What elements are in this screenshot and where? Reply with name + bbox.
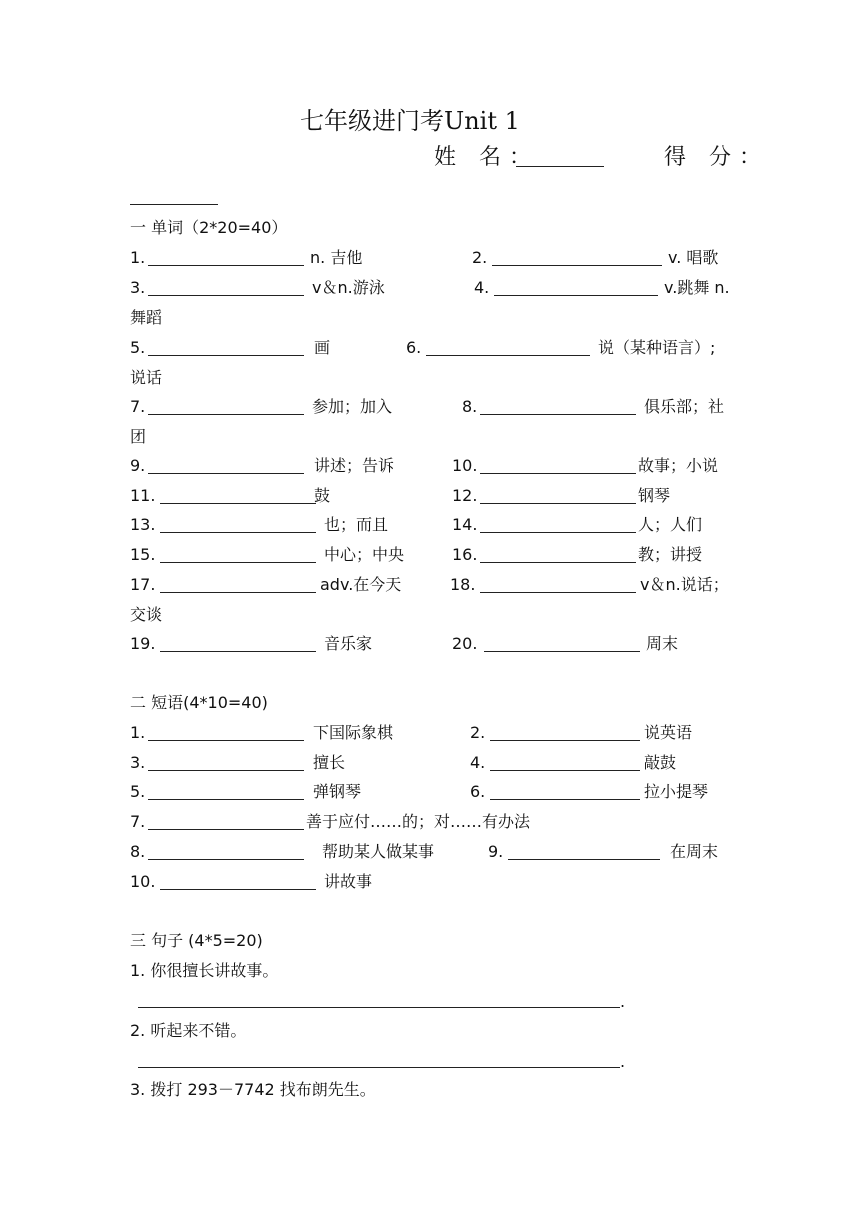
section2-number: 6.: [470, 782, 486, 801]
section1-answer-blank[interactable]: [426, 355, 590, 356]
score-blank[interactable]: [130, 204, 218, 205]
section2-meaning: 善于应付……的；对……有办法: [306, 812, 531, 831]
section1-meaning: 讲述；告诉: [314, 456, 395, 475]
section2-number: 2.: [470, 723, 486, 742]
score-label: 得 分：: [664, 145, 769, 170]
section2-number: 10.: [130, 872, 156, 891]
section1-number: 16.: [452, 545, 478, 564]
period: .: [620, 1052, 626, 1071]
wrap-text: 交谈: [130, 605, 163, 624]
section1-answer-blank[interactable]: [148, 355, 304, 356]
section2-number: 3.: [130, 753, 146, 772]
section1-number: 8.: [462, 397, 478, 416]
period: .: [620, 992, 626, 1011]
section1-number: 7.: [130, 397, 146, 416]
section1-meaning: 人；人们: [638, 515, 703, 534]
section1-number: 6.: [406, 338, 422, 357]
section2-answer-blank[interactable]: [148, 770, 304, 771]
section1-answer-blank[interactable]: [484, 651, 640, 652]
section2-number: 1.: [130, 723, 146, 742]
wrap-text: 舞蹈: [130, 308, 163, 327]
section1-heading: 一 单词（2*20=40）: [130, 218, 288, 237]
section1-number: 19.: [130, 634, 156, 653]
section1-meaning: 周末: [646, 634, 679, 653]
section1-number: 4.: [474, 278, 490, 297]
section2-meaning: 帮助某人做某事: [322, 842, 435, 861]
section1-answer-blank[interactable]: [494, 295, 658, 296]
section2-answer-blank[interactable]: [490, 770, 640, 771]
section1-number: 12.: [452, 486, 478, 505]
section3-heading: 三 句子 (4*5=20): [130, 931, 263, 950]
section1-answer-blank[interactable]: [160, 651, 316, 652]
section1-number: 1.: [130, 248, 146, 267]
section1-number: 5.: [130, 338, 146, 357]
section1-meaning: v＆n.游泳: [312, 278, 385, 297]
section1-meaning: 鼓: [314, 486, 331, 505]
name-blank[interactable]: [516, 166, 604, 167]
section1-answer-blank[interactable]: [480, 503, 636, 504]
section2-number: 8.: [130, 842, 146, 861]
section2-answer-blank[interactable]: [508, 859, 660, 860]
sentence-answer-line[interactable]: [138, 1007, 620, 1008]
section1-meaning: n. 吉他: [310, 248, 363, 267]
section1-answer-blank[interactable]: [160, 592, 316, 593]
section1-answer-blank[interactable]: [480, 473, 636, 474]
section1-answer-blank[interactable]: [148, 414, 304, 415]
section1-meaning: 俱乐部；社: [644, 397, 725, 416]
name-label: 姓 名：: [434, 145, 539, 170]
section2-answer-blank[interactable]: [160, 889, 316, 890]
section1-number: 18.: [450, 575, 476, 594]
section1-answer-blank[interactable]: [480, 592, 636, 593]
section1-number: 3.: [130, 278, 146, 297]
section2-meaning: 说英语: [644, 723, 693, 742]
section1-number: 2.: [472, 248, 488, 267]
section1-meaning: 参加；加入: [312, 397, 393, 416]
section2-meaning: 在周末: [670, 842, 719, 861]
section2-answer-blank[interactable]: [148, 859, 304, 860]
wrap-text: 团: [130, 427, 147, 446]
section1-number: 11.: [130, 486, 156, 505]
section1-answer-blank[interactable]: [480, 414, 636, 415]
section2-answer-blank[interactable]: [490, 799, 640, 800]
page-title: 七年级进门考Unit 1: [300, 107, 520, 135]
section1-answer-blank[interactable]: [160, 532, 316, 533]
sentence-prompt: 3. 拨打 293－7742 找布朗先生。: [130, 1080, 376, 1099]
section1-number: 10.: [452, 456, 478, 475]
section2-answer-blank[interactable]: [148, 740, 304, 741]
section2-answer-blank[interactable]: [148, 799, 304, 800]
section2-meaning: 讲故事: [324, 872, 373, 891]
section1-meaning: 钢琴: [638, 486, 671, 505]
section1-answer-blank[interactable]: [480, 532, 636, 533]
section1-meaning: v＆n.说话；: [640, 575, 729, 594]
section1-number: 20.: [452, 634, 478, 653]
section1-meaning: 中心；中央: [324, 545, 405, 564]
sentence-prompt: 2. 听起来不错。: [130, 1021, 247, 1040]
section2-heading: 二 短语(4*10=40): [130, 693, 268, 712]
section1-meaning: 教；讲授: [638, 545, 703, 564]
section1-meaning: v. 唱歌: [668, 248, 719, 267]
section2-meaning: 敲鼓: [644, 753, 677, 772]
sentence-prompt: 1. 你很擅长讲故事。: [130, 961, 279, 980]
section1-meaning: 音乐家: [324, 634, 373, 653]
section2-number: 9.: [488, 842, 504, 861]
section1-number: 14.: [452, 515, 478, 534]
section1-meaning: 也；而且: [324, 515, 389, 534]
section1-meaning: 故事；小说: [638, 456, 719, 475]
section1-number: 15.: [130, 545, 156, 564]
section1-number: 9.: [130, 456, 146, 475]
sentence-answer-line[interactable]: [138, 1067, 620, 1068]
section2-answer-blank[interactable]: [490, 740, 640, 741]
section2-meaning: 弹钢琴: [313, 782, 362, 801]
section1-meaning: 画: [314, 338, 331, 357]
section2-number: 7.: [130, 812, 146, 831]
section1-answer-blank[interactable]: [160, 562, 316, 563]
section2-meaning: 拉小提琴: [644, 782, 709, 801]
section2-meaning: 擅长: [313, 753, 346, 772]
section1-answer-blank[interactable]: [480, 562, 636, 563]
section2-answer-blank[interactable]: [148, 829, 304, 830]
section1-answer-blank[interactable]: [160, 503, 316, 504]
section1-answer-blank[interactable]: [148, 473, 304, 474]
section1-answer-blank[interactable]: [148, 265, 304, 266]
wrap-text: 说话: [130, 368, 163, 387]
section1-number: 13.: [130, 515, 156, 534]
section2-meaning: 下国际象棋: [313, 723, 394, 742]
section1-meaning: 说（某种语言）;: [598, 338, 716, 357]
section1-meaning: adv.在今天: [320, 575, 402, 594]
section1-answer-blank[interactable]: [492, 265, 662, 266]
section1-meaning: v.跳舞 n.: [664, 278, 730, 297]
section1-answer-blank[interactable]: [148, 295, 304, 296]
section2-number: 5.: [130, 782, 146, 801]
section1-number: 17.: [130, 575, 156, 594]
section2-number: 4.: [470, 753, 486, 772]
